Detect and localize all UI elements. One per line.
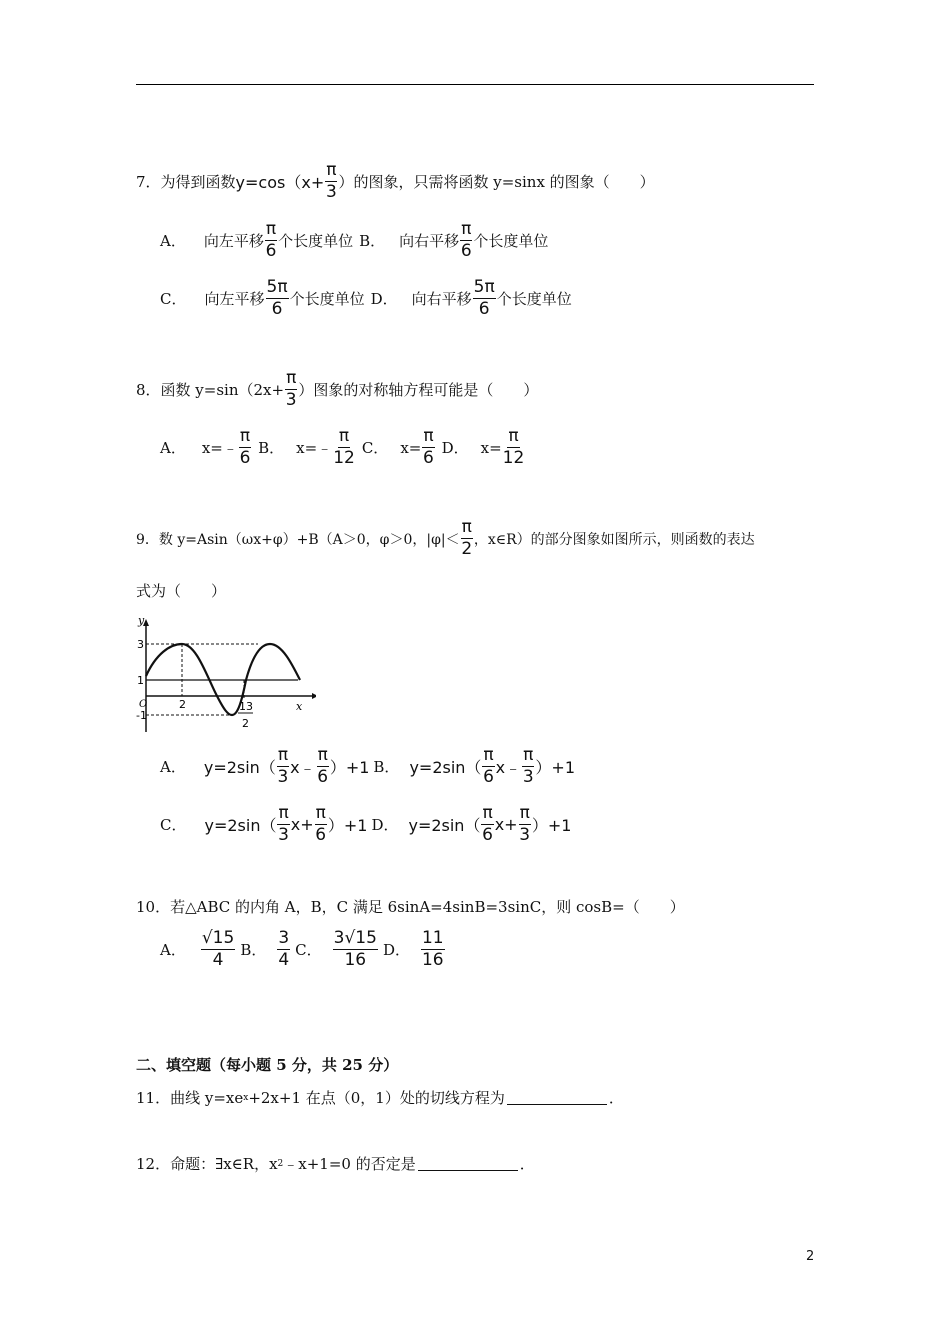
q12-answer-blank[interactable]: [418, 1156, 518, 1171]
q9-options-ab: A． y=2sin（ $\frac{\pi}{3}$ x﹣ $\frac{\pi}{6}$ ）+1 B． y=2sin（ $\frac{\pi}{6}$ x﹣ $\frac{\pi}{3}$ ）+1: [160, 745, 575, 787]
header-rule: [136, 84, 814, 85]
graph-tick-yneg1: -1: [136, 709, 147, 722]
section-title: 二、填空题（每小题 5 分，共 25 分）: [136, 1056, 399, 1074]
page-number: 2: [806, 1249, 815, 1264]
q7-stem: 7．为得到函数 y=cos（x+ $\frac{\pi}{3}$ ）的图象，只需将函数 y=sinx 的图象（ ）: [136, 160, 655, 202]
q7-options-cd: C． 向左平移 $\frac{5\pi}{6}$ 个长度单位 D． 向右平移 $\frac{5\pi}{6}$ 个长度单位: [160, 277, 572, 319]
graph-tick-y3: 3: [137, 638, 144, 651]
q8-stem: 8．函数 y=sin（2x+ $\frac{\pi}{3}$ ）图象的对称轴方程可能是（ ）: [136, 368, 539, 410]
q9-options-cd: C． y=2sin（ $\frac{\pi}{3}$ x+ $\frac{\pi}{6}$ ）+1 D． y=2sin（ $\frac{\pi}{6}$ x+ $\frac{\pi}{3}$ ）+1: [160, 803, 572, 845]
q11: 11．曲线 y=xe x +2x+1 在点（0，1）处的切线方程为 ．: [136, 1089, 624, 1107]
q8-options: A． x=﹣ $\frac{\pi}{6}$ B． x=﹣ $\frac{\pi}{12}$ C． x= $\frac{\pi}{6}$ D． x= $\frac{\pi}{12}$: [160, 426, 525, 468]
graph-origin: O: [139, 699, 148, 710]
graph-tick-x2: 2: [179, 698, 186, 711]
q9-sine-graph: [136, 614, 316, 736]
q9-stem: 9．数 y=Asin（ωx+φ）+B（A＞0，φ＞0，|φ|＜ $\frac{\pi}{2}$ ，x∈R）的部分图象如图所示，则函数的表达: [136, 517, 755, 559]
graph-tick-x13: 13: [239, 700, 253, 713]
q10-options: A． $\frac{√15}{4}$ B． $\frac{3}{4}$ C． $\frac{3√15}{16}$ D． $\frac{11}{16}$: [160, 928, 444, 970]
graph-x-label: x: [296, 700, 303, 713]
q10-stem: 10．若△ABC 的内角 A，B，C 满足 6sinA=4sinB=3sinC，则 cosB=（ ）: [136, 898, 685, 916]
graph-tick-y1: 1: [137, 674, 144, 687]
q7-options-ab: A． 向左平移 $\frac{\pi}{6}$ 个长度单位 B． 向右平移 $\frac{\pi}{6}$ 个长度单位: [160, 219, 549, 261]
q7-stem-fraction: $\frac{\pi}{3}$: [325, 160, 337, 202]
graph-tick-x13-den: 2: [242, 717, 249, 730]
q11-answer-blank[interactable]: [507, 1090, 607, 1105]
q12: 12．命题：∃x∈R，x 2 ﹣x+1=0 的否定是 ．: [136, 1155, 535, 1173]
graph-y-label: y: [138, 614, 145, 627]
q9-stem-cont: 式为（ ）: [136, 582, 227, 600]
